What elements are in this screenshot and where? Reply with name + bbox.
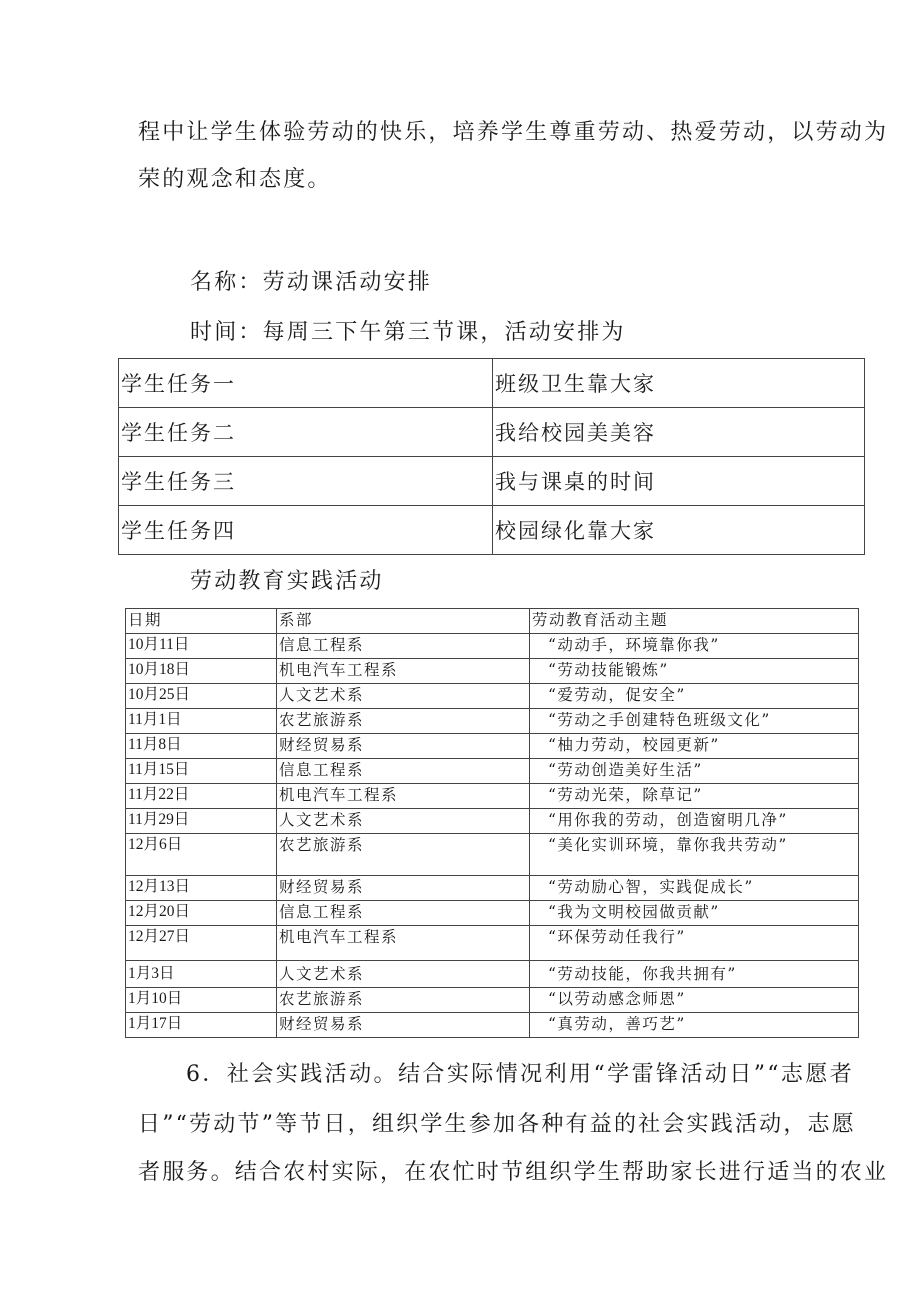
row-theme: “柚力劳动，校园更新”	[530, 734, 859, 759]
row-theme: “环保劳动任我行”	[530, 926, 859, 961]
row-dept: 信息工程系	[277, 901, 530, 926]
header-date: 日期	[126, 609, 277, 634]
task-content: 校园绿化靠大家	[493, 506, 865, 555]
table-row	[126, 784, 859, 809]
task-name: 学生任务三	[119, 457, 493, 506]
activity-time: 时间：每周三下午第三节课，活动安排为	[190, 320, 626, 345]
row-dept: 人文艺术系	[277, 961, 530, 988]
row-date: 10月25日	[126, 684, 277, 709]
row-theme: “真劳动，善巧艺”	[530, 1013, 859, 1038]
row-theme: “动动手，环境靠你我”	[530, 634, 859, 659]
task-name: 学生任务四	[119, 506, 493, 555]
table-row	[126, 634, 859, 659]
table-row	[126, 988, 859, 1013]
table-row	[126, 734, 859, 759]
row-date: 12月20日	[126, 901, 277, 926]
row-date: 11月15日	[126, 759, 277, 784]
row-theme: “劳动之手创建特色班级文化”	[530, 709, 859, 734]
task-table	[118, 358, 865, 555]
activity-name: 名称：劳动课活动安排	[190, 270, 433, 295]
practice-title: 劳动教育实践活动	[190, 569, 384, 594]
row-date: 11月1日	[126, 709, 277, 734]
row-dept: 信息工程系	[277, 759, 530, 784]
table-row	[126, 876, 859, 901]
row-theme: “劳动技能锻炼”	[530, 659, 859, 684]
schedule-table	[125, 608, 859, 1038]
task-name: 学生任务一	[119, 359, 493, 408]
task-content: 我给校园美美容	[493, 408, 865, 457]
row-dept: 农艺旅游系	[277, 834, 530, 876]
row-theme: “爱劳动，促安全”	[530, 684, 859, 709]
intro-line-2: 荣的观念和态度。	[138, 167, 332, 192]
row-date: 11月8日	[126, 734, 277, 759]
row-theme: “我为文明校园做贡献”	[530, 901, 859, 926]
row-date: 1月3日	[126, 961, 277, 988]
table-row	[126, 1013, 859, 1038]
row-dept: 机电汽车工程系	[277, 926, 530, 961]
table-header-row	[126, 609, 859, 634]
row-date: 1月10日	[126, 988, 277, 1013]
table-row	[126, 684, 859, 709]
table-row	[126, 809, 859, 834]
row-dept: 农艺旅游系	[277, 988, 530, 1013]
table-row	[119, 457, 865, 506]
row-dept: 农艺旅游系	[277, 709, 530, 734]
row-theme: “美化实训环境，靠你我共劳动”	[530, 834, 859, 876]
row-theme: “劳动技能，你我共拥有”	[530, 961, 859, 988]
table-row	[126, 961, 859, 988]
table-row	[126, 759, 859, 784]
section6-line-1: 6．社会实践活动。结合实际情况利用“学雷锋活动日”“志愿者	[186, 1062, 854, 1087]
row-dept: 人文艺术系	[277, 809, 530, 834]
table-row	[126, 834, 859, 876]
table-row	[126, 659, 859, 684]
row-date: 1月17日	[126, 1013, 277, 1038]
row-theme: “劳动创造美好生活”	[530, 759, 859, 784]
row-date: 12月6日	[126, 834, 277, 876]
row-date: 12月13日	[126, 876, 277, 901]
row-dept: 信息工程系	[277, 634, 530, 659]
section6-line-3: 者服务。结合农村实际，在农忙时节组织学生帮助家长进行适当的农业	[138, 1160, 889, 1185]
section6-line-2: 日”“劳动节”等节日，组织学生参加各种有益的社会实践活动，志愿	[138, 1112, 856, 1137]
row-date: 11月22日	[126, 784, 277, 809]
table-row	[126, 926, 859, 961]
task-content: 班级卫生靠大家	[493, 359, 865, 408]
row-dept: 人文艺术系	[277, 684, 530, 709]
row-theme: “劳动励心智，实践促成长”	[530, 876, 859, 901]
row-dept: 财经贸易系	[277, 876, 530, 901]
intro-line-1: 程中让学生体验劳动的快乐，培养学生尊重劳动、热爱劳动，以劳动为	[138, 120, 889, 145]
table-row	[119, 506, 865, 555]
header-dept: 系部	[277, 609, 530, 634]
row-date: 10月11日	[126, 634, 277, 659]
row-dept: 机电汽车工程系	[277, 784, 530, 809]
table-row	[119, 408, 865, 457]
row-dept: 机电汽车工程系	[277, 659, 530, 684]
row-dept: 财经贸易系	[277, 734, 530, 759]
table-row	[126, 901, 859, 926]
task-name: 学生任务二	[119, 408, 493, 457]
table-row	[126, 709, 859, 734]
table-row	[119, 359, 865, 408]
row-theme: “以劳动感念师恩”	[530, 988, 859, 1013]
row-theme: “劳动光荣，除草记”	[530, 784, 859, 809]
row-theme: “用你我的劳动，创造窗明几净”	[530, 809, 859, 834]
row-dept: 财经贸易系	[277, 1013, 530, 1038]
task-content: 我与课桌的时间	[493, 457, 865, 506]
row-date: 11月29日	[126, 809, 277, 834]
row-date: 10月18日	[126, 659, 277, 684]
row-date: 12月27日	[126, 926, 277, 961]
header-theme: 劳动教育活动主题	[530, 609, 859, 634]
